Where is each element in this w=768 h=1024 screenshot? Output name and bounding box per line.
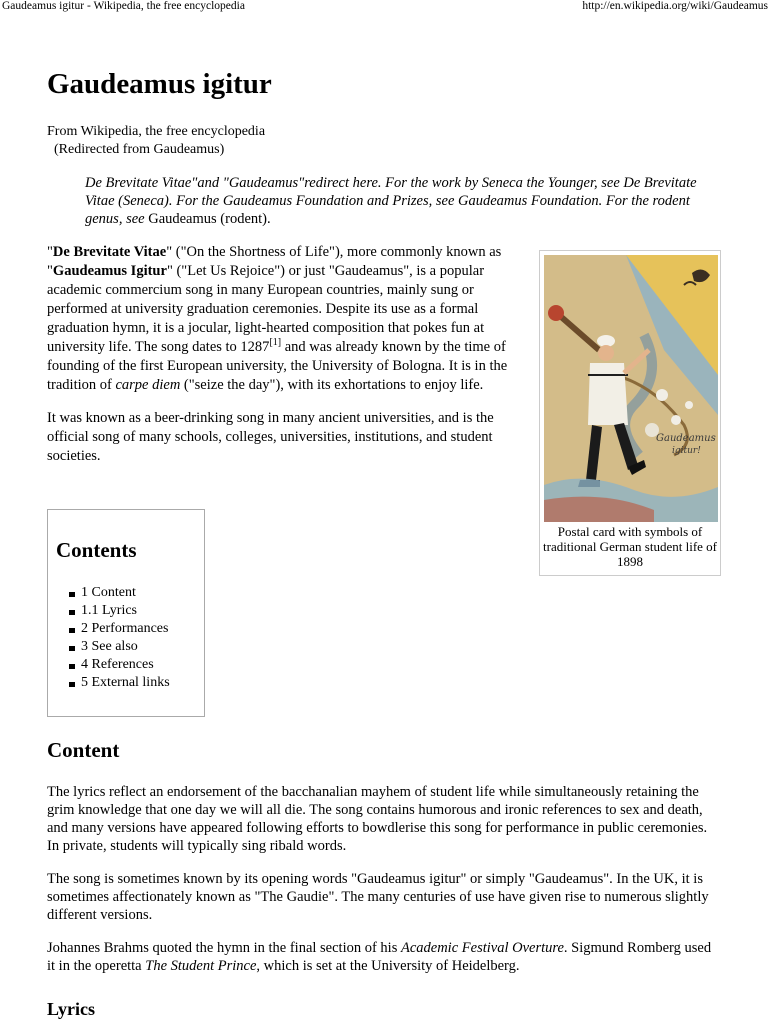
citation-link-1[interactable]: [1] — [269, 337, 282, 349]
toc-sublist — [81, 602, 170, 620]
hatnote — [85, 174, 715, 228]
page-title: Gaudeamus igitur — [47, 68, 272, 100]
table-of-contents — [47, 509, 205, 717]
italic-title-student-prince: The Student Prince — [145, 958, 257, 974]
content-paragraph-2: The song is sometimes known by its opening words "Gaudeamus igitur" or simply "Gaudeamus". In the UK, it is sometimes affectionately known as "The Gaudie". The many centuries of use have given rise to numerous slightly different versions. — [47, 871, 709, 923]
site-tagline: From Wikipedia, the free encyclopedia — [47, 124, 266, 139]
toc-list — [81, 584, 170, 692]
toc-title: Contents — [56, 538, 137, 562]
section-heading-content: Content — [47, 738, 120, 762]
toc-sublist-container — [81, 602, 170, 620]
content-text-segment: Johannes Brahms quoted the hymn in the final section of his — [47, 940, 401, 956]
postcard-image[interactable] — [544, 255, 718, 522]
print-page-title: Gaudeamus igitur - Wikipedia, the free encyclopedia — [2, 0, 245, 12]
print-header — [0, 0, 768, 14]
lead-paragraph-2: It was known as a beer-drinking song in many ancient universities, and is the official song of many schools, colleges, universities, institutions, and student societies. — [47, 410, 494, 464]
lead-text-segment: " ("Let Us Rejoice") or just "Gaudeamus", is a popular academic commercium song in many European countries, mainly sung or performed at university graduation ceremonies. Despite its use as a formal graduation hymn, it is a jocular, light-hearted composition that pokes fun at university life. The song dates to 1287 — [47, 263, 485, 355]
toc-item-lyrics[interactable]: 1.1 Lyrics — [81, 602, 170, 620]
postcard-script-2: igitur! — [672, 446, 701, 456]
hatnote-end: . — [267, 211, 271, 227]
toc-item-references[interactable]: 4 References — [81, 656, 170, 674]
section-heading-lyrics: Lyrics — [47, 999, 95, 1019]
lead-text-segment: " ("On the Shortness of Life"), more commonly known as " — [47, 244, 502, 279]
lead-bold-title: De Brevitate Vitae — [52, 244, 167, 260]
lead-italic-phrase: carpe diem — [115, 377, 181, 393]
content-text-segment: . Sigmund Romberg used it in the operetta — [47, 940, 712, 974]
hatnote-link-gaudeamus-rodent[interactable]: Gaudeamus (rodent) — [148, 211, 267, 227]
print-page-url[interactable]: http://en.wikipedia.org/wiki/Gaudeamus — [582, 0, 768, 12]
toc-item-external-links[interactable]: 5 External links — [81, 675, 170, 690]
lead-text-segment: " — [47, 244, 53, 260]
lead-paragraph-1 — [47, 243, 522, 395]
lead-section — [47, 243, 522, 480]
thumbnail-figure — [539, 250, 721, 576]
toc-item-see-also[interactable]: 3 See also — [81, 638, 170, 656]
thumbnail-caption: Postal card with symbols of traditional German student life of 1898 — [543, 524, 718, 569]
redirect-notice: (Redirected from Gaudeamus) — [54, 142, 225, 157]
content-paragraph-1: The lyrics reflect an endorsement of the bacchanalian mayhem of student life while simultaneously retaining the grim knowledge that one day we will all die. The song contains humorous and ironic references to sex and death, and many versions have appeared following efforts to bowdlerise this song for performance in public ceremonies. In private, students will typically sing ribald words. — [47, 784, 708, 854]
content-text-segment: , which is set at the University of Heidelberg. — [256, 958, 520, 974]
lead-text-segment: and was already known by the time of founding of the first European university, the University of Bologna. It is in the tradition of — [47, 339, 508, 393]
postcard-script-1: Gaudeamus — [656, 433, 716, 444]
content-section-body — [47, 783, 722, 990]
lead-bold-alt-title: Gaudeamus Igitur — [52, 263, 167, 279]
toc-item-performances[interactable]: 2 Performances — [81, 621, 169, 636]
postcard-illustration — [544, 255, 718, 522]
content-paragraph-3 — [47, 939, 722, 975]
italic-title-overture: Academic Festival Overture — [400, 940, 564, 956]
hatnote-text: De Brevitate Vitae"and "Gaudeamus"redirect here. For the work by Seneca the Younger, see De Brevitate Vitae (Seneca). For the Gaudeamus Foundation and Prizes, see Gaudeamus Foundation. For the rodent genus, see — [85, 175, 697, 227]
toc-item-content[interactable]: 1 Content — [81, 584, 170, 602]
lead-text-segment: ("seize the day"), with its exhortations to enjoy life. — [180, 377, 484, 393]
